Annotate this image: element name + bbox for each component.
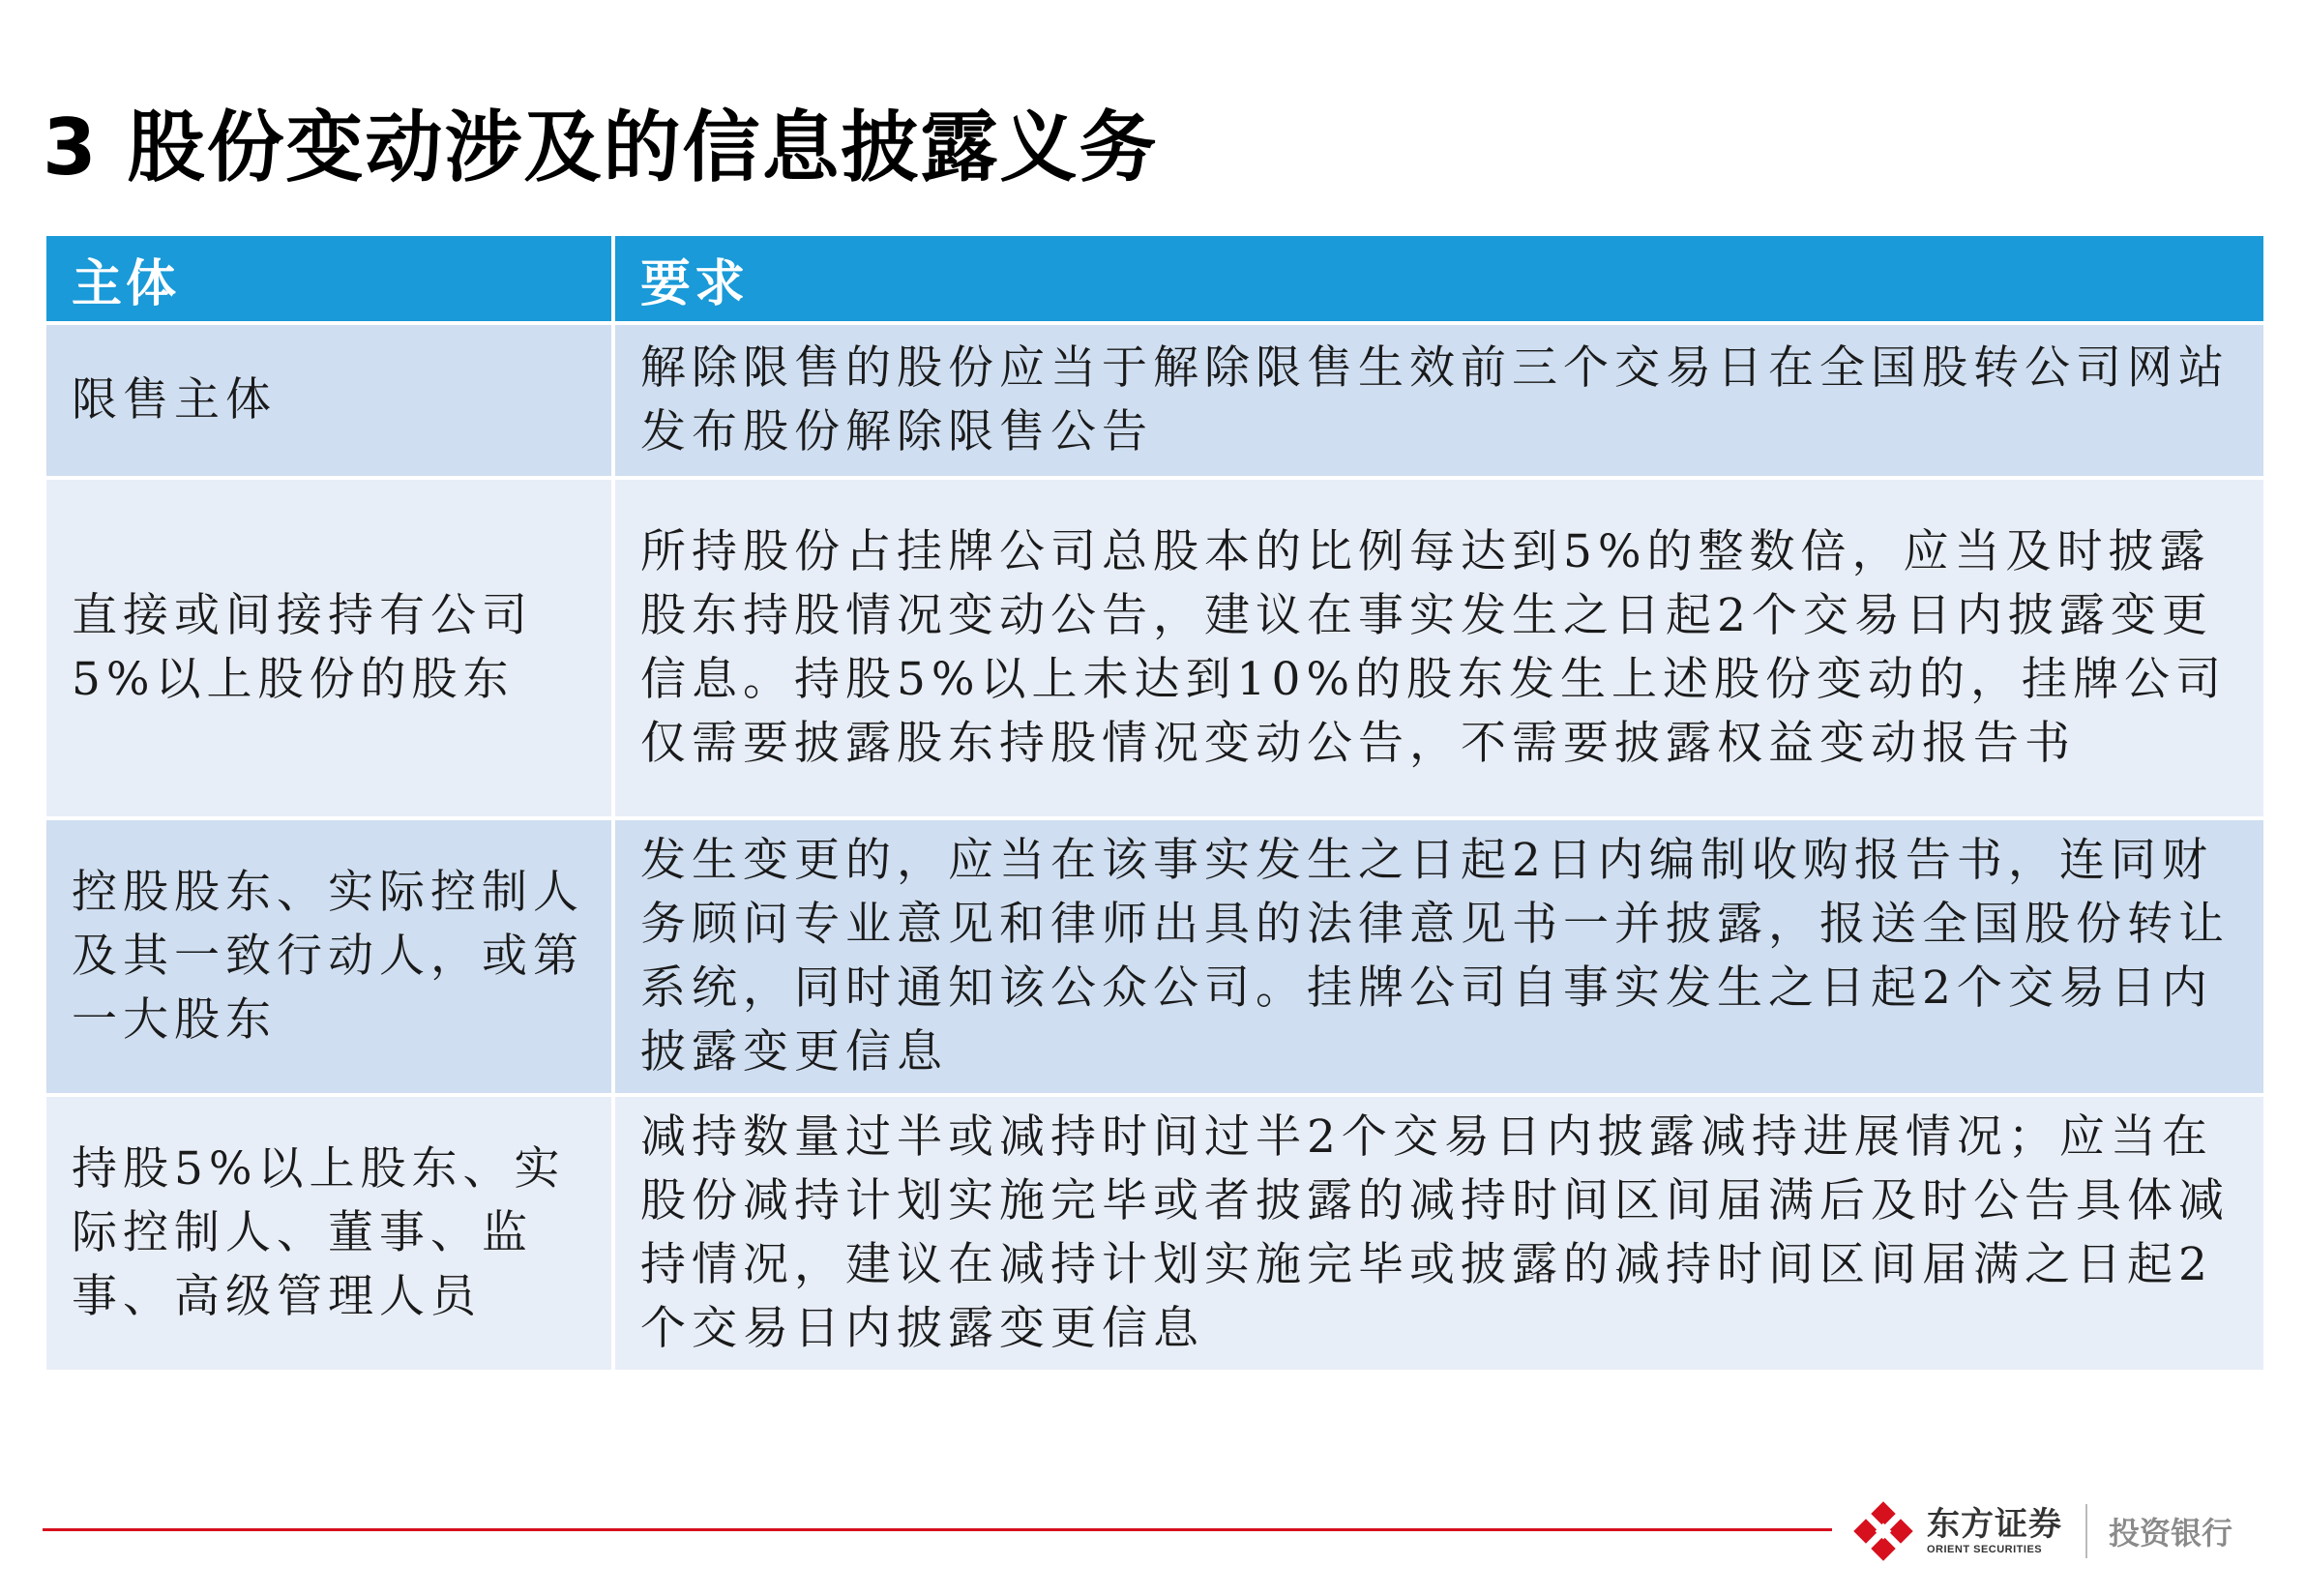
column-header-requirement: 要求	[613, 234, 2265, 323]
table-header-row	[44, 234, 2265, 323]
logo-english-name: ORIENT SECURITIES	[1927, 1544, 2043, 1555]
disclosure-table	[43, 232, 2267, 1374]
page-title: 3 股份变动涉及的信息披露义务	[43, 103, 1159, 192]
requirement-cell: 减持数量过半或减持时间过半2个交易日内披露减持进展情况；应当在股份减持计划实施完毕或者披露的减持时间区间届满后及时公告具体减持情况，建议在减持计划实施完毕或披露的减持时间区间届满之日起2个交易日内披露变更信息	[613, 1095, 2265, 1372]
requirement-cell: 解除限售的股份应当于解除限售生效前三个交易日在全国股转公司网站发布股份解除限售公告	[613, 323, 2265, 478]
footer-logo	[1853, 1495, 2269, 1567]
subject-cell: 持股5%以上股东、实际控制人、董事、监事、高级管理人员	[44, 1095, 613, 1372]
business-unit-label: 投资银行	[2109, 1515, 2233, 1552]
orient-securities-logo-icon	[1853, 1501, 1913, 1561]
logo-divider	[2085, 1504, 2087, 1558]
subject-cell: 直接或间接持有公司5%以上股份的股东	[44, 478, 613, 818]
footer-divider-line	[43, 1528, 1832, 1531]
table-row	[44, 1095, 2265, 1372]
subject-cell: 限售主体	[44, 323, 613, 478]
subject-cell: 控股股东、实际控制人及其一致行动人，或第一大股东	[44, 818, 613, 1095]
column-header-subject: 主体	[44, 234, 613, 323]
table-row	[44, 478, 2265, 818]
requirement-cell: 所持股份占挂牌公司总股本的比例每达到5%的整数倍，应当及时披露股东持股情况变动公告，建议在事实发生之日起2个交易日内披露变更信息。持股5%以上未达到10%的股东发生上述股份变动的，挂牌公司仅需要披露股东持股情况变动公告，不需要披露权益变动报告书	[613, 478, 2265, 818]
logo-chinese-name: 东方证券	[1927, 1505, 2062, 1544]
requirement-cell: 发生变更的，应当在该事实发生之日起2日内编制收购报告书，连同财务顾问专业意见和律师出具的法律意见书一并披露，报送全国股份转让系统，同时通知该公众公司。挂牌公司自事实发生之日起2个交易日内披露变更信息	[613, 818, 2265, 1095]
table-row	[44, 818, 2265, 1095]
table-row	[44, 323, 2265, 478]
